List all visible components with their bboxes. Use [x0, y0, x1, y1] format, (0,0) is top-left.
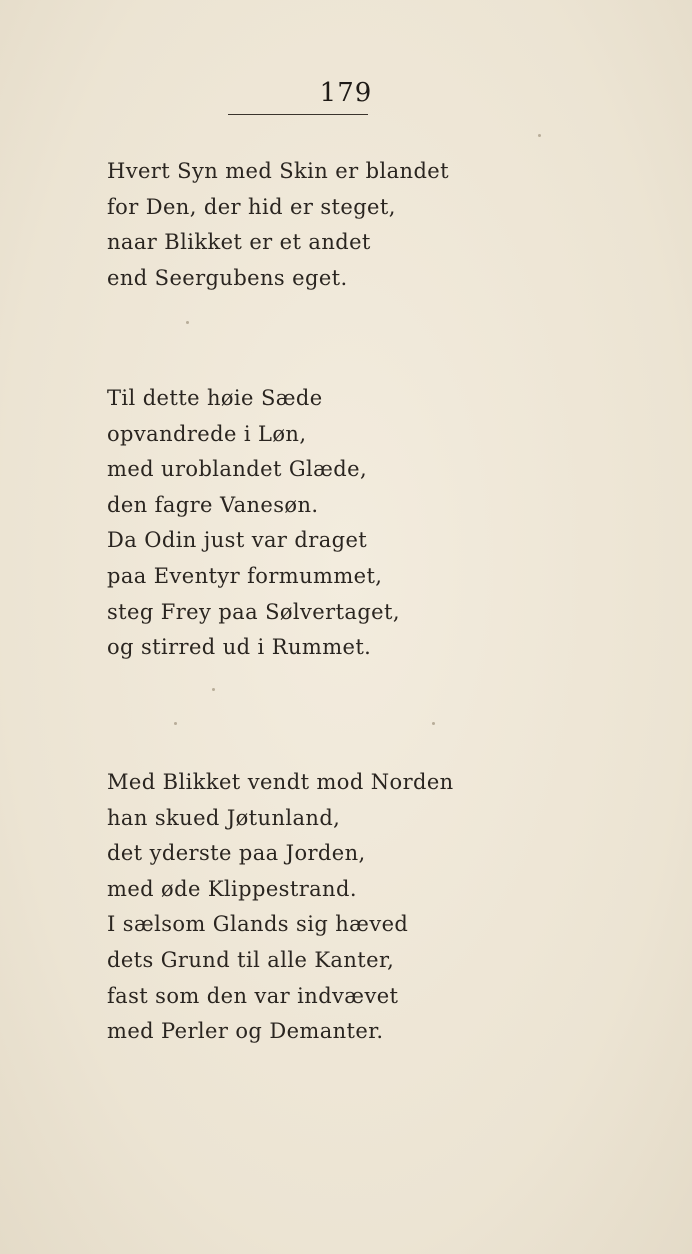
poem-line: med uroblandet Glæde,	[107, 457, 368, 482]
poem-line: I sælsom Glands sig hæved	[107, 912, 409, 937]
poem-line: det yderste paa Jorden,	[107, 841, 366, 866]
stanza-2	[107, 381, 527, 666]
poem-line: med Perler og Demanter.	[107, 1019, 384, 1044]
stanza-3	[107, 765, 527, 1050]
poem-line: dets Grund til alle Kanter,	[107, 947, 395, 972]
poem-line: han skued Jøtunland,	[107, 805, 341, 830]
poem-line: med øde Klippestrand.	[107, 876, 357, 901]
poem-line: end Seergubens eget.	[107, 265, 348, 290]
poem-line: den fagre Vanesøn.	[107, 492, 319, 517]
stanza-1	[107, 154, 527, 296]
poem-line: paa Eventyr formummet,	[107, 563, 383, 588]
poem-line: Da Odin just var draget	[107, 528, 368, 553]
paper-speck	[212, 688, 215, 691]
page-number: 179	[319, 78, 373, 108]
poem-line: for Den, der hid er steget,	[107, 194, 396, 219]
paper-speck	[538, 134, 541, 137]
poem-line: fast som den var indvævet	[107, 983, 399, 1008]
poem-line: opvandrede i Løn,	[107, 421, 307, 446]
poem-line: Til dette høie Sæde	[107, 386, 323, 410]
page-header	[0, 78, 692, 108]
poem-line: naar Blikket er et andet	[107, 230, 371, 255]
poem-line: og stirred ud i Rummet.	[107, 635, 372, 660]
poem-line: steg Frey paa Sølvertaget,	[107, 599, 400, 624]
header-rule	[228, 114, 368, 115]
paper-speck	[174, 722, 177, 725]
poem-line: Med Blikket vendt mod Norden	[107, 770, 454, 794]
paper-speck	[186, 321, 189, 324]
paper-speck	[432, 722, 435, 725]
poem-line: Hvert Syn med Skin er blandet	[107, 159, 449, 183]
